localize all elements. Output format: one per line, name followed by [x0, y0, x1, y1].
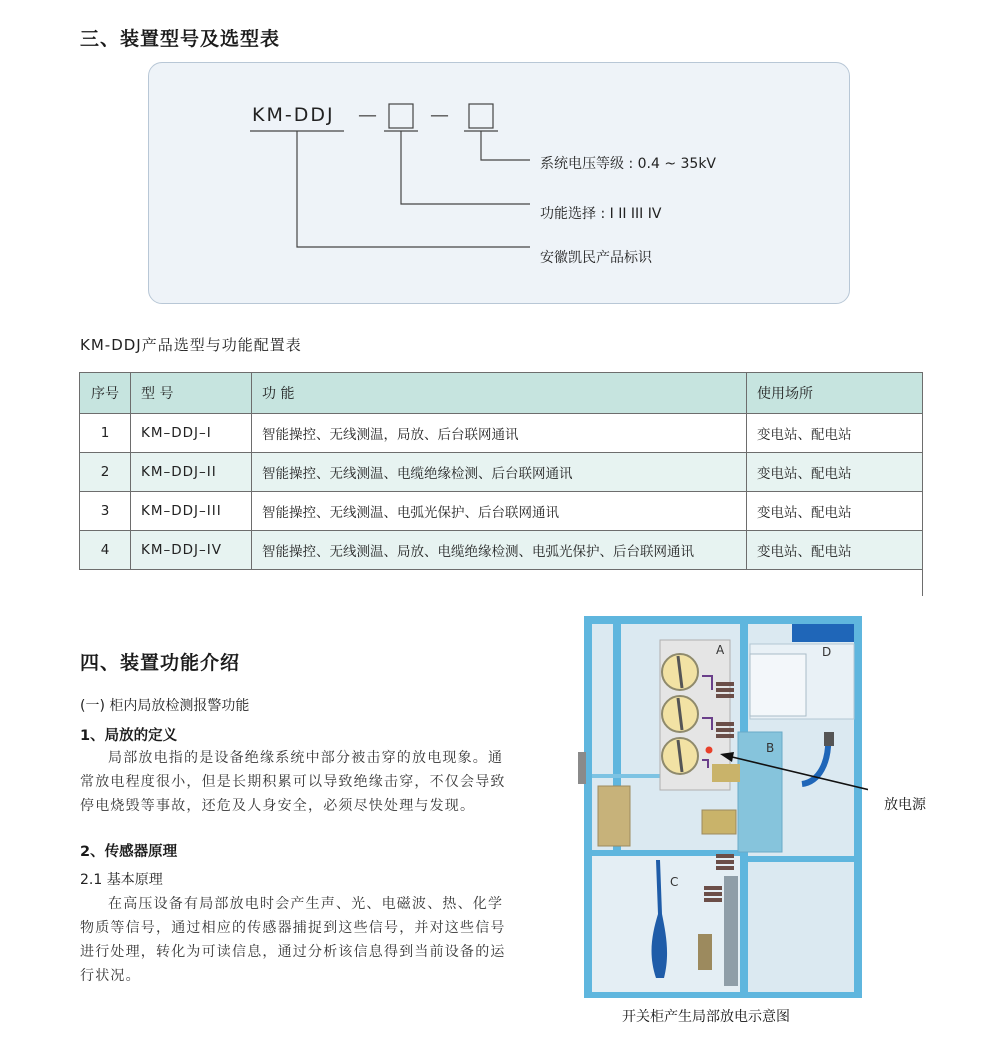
- switchgear-figure: [578, 614, 868, 998]
- cell-location: 变电站、配电站: [747, 414, 923, 453]
- region-label-a: A: [716, 643, 725, 657]
- cell-model: KM–DDJ–III: [131, 492, 252, 531]
- paragraph-line: 常放电程度很小，但是长期积累可以导致绝缘击穿，不仅会导致: [80, 774, 506, 790]
- paragraph-line: 物质等信号，通过相应的传感器捕捉到这些信号，并对这些信号: [80, 920, 506, 936]
- definition-title: 1、局放的定义: [80, 728, 178, 744]
- model-code: KM-DDJ: [252, 104, 335, 126]
- cell-index: 3: [80, 492, 131, 531]
- section3-heading: 三、装置型号及选型表: [80, 28, 281, 50]
- discharge-point: [706, 747, 713, 754]
- table-row: [80, 531, 923, 570]
- cell-function: 智能操控、无线测温，局放、后台联网通讯: [252, 414, 747, 453]
- header-location: 使用场所: [747, 373, 923, 414]
- legend-brand: 安徽凯民产品标识: [540, 250, 652, 266]
- cell-model: KM–DDJ–II: [131, 453, 252, 492]
- selection-table: [79, 372, 923, 570]
- subsection-1: (一) 柜内局放检测报警功能: [80, 698, 250, 714]
- cell-model: KM–DDJ–IV: [131, 531, 252, 570]
- cell-location: 变电站、配电站: [747, 531, 923, 570]
- code-box-voltage: [469, 104, 493, 128]
- section4-heading: 四、装置功能介绍: [80, 652, 241, 674]
- cell-location: 变电站、配电站: [747, 492, 923, 531]
- table-header-row: [80, 373, 923, 414]
- table-row: [80, 453, 923, 492]
- header-index: 序号: [80, 373, 131, 414]
- header-model: 型 号: [131, 373, 252, 414]
- table-row: [80, 492, 923, 531]
- cell-index: 4: [80, 531, 131, 570]
- paragraph-line: 在高压设备有局部放电时会产生声、光、电磁波、热、化学: [108, 896, 504, 912]
- definition-paragraph: [80, 746, 540, 818]
- table-edge-line: [922, 570, 923, 596]
- cell-index: 1: [80, 414, 131, 453]
- dash-2: —: [430, 104, 449, 126]
- cell-model: KM–DDJ–I: [131, 414, 252, 453]
- basic-principle-title: 2.1 基本原理: [80, 872, 163, 888]
- table-row: [80, 414, 923, 453]
- cell-function: 智能操控、无线测温、电弧光保护、后台联网通讯: [252, 492, 747, 531]
- legend-voltage: 系统电压等级 : 0.4 ~ 35kV: [540, 156, 717, 172]
- cell-location: 变电站、配电站: [747, 453, 923, 492]
- discharge-source-label: 放电源: [884, 797, 926, 813]
- legend-function: 功能选择 : I II III IV: [540, 206, 662, 222]
- cell-function: 智能操控、无线测温、电缆绝缘检测、后台联网通讯: [252, 453, 747, 492]
- model-code-lines: [148, 62, 848, 302]
- table-title: KM-DDJ产品选型与功能配置表: [80, 336, 302, 354]
- region-label-d: D: [822, 645, 832, 659]
- cell-function: 智能操控、无线测温、局放、电缆绝缘检测、电弧光保护、后台联网通讯: [252, 531, 747, 570]
- paragraph-line: 进行处理，转化为可读信息，通过分析该信息得到当前设备的运: [80, 944, 506, 960]
- paragraph-line: 局部放电指的是设备绝缘系统中部分被击穿的放电现象。通: [108, 750, 504, 766]
- paragraph-line: 停电烧毁等事故，还危及人身安全，必须尽快处理与发现。: [80, 798, 476, 814]
- figure-caption: 开关柜产生局部放电示意图: [622, 1009, 790, 1025]
- dash-1: —: [358, 104, 377, 126]
- basic-principle-paragraph: [80, 892, 540, 988]
- region-label-c: C: [670, 875, 679, 889]
- header-function: 功 能: [252, 373, 747, 414]
- paragraph-line: 行状况。: [80, 968, 141, 984]
- region-label-b: B: [766, 741, 775, 755]
- code-box-function: [389, 104, 413, 128]
- sensor-title: 2、传感器原理: [80, 844, 178, 860]
- cell-index: 2: [80, 453, 131, 492]
